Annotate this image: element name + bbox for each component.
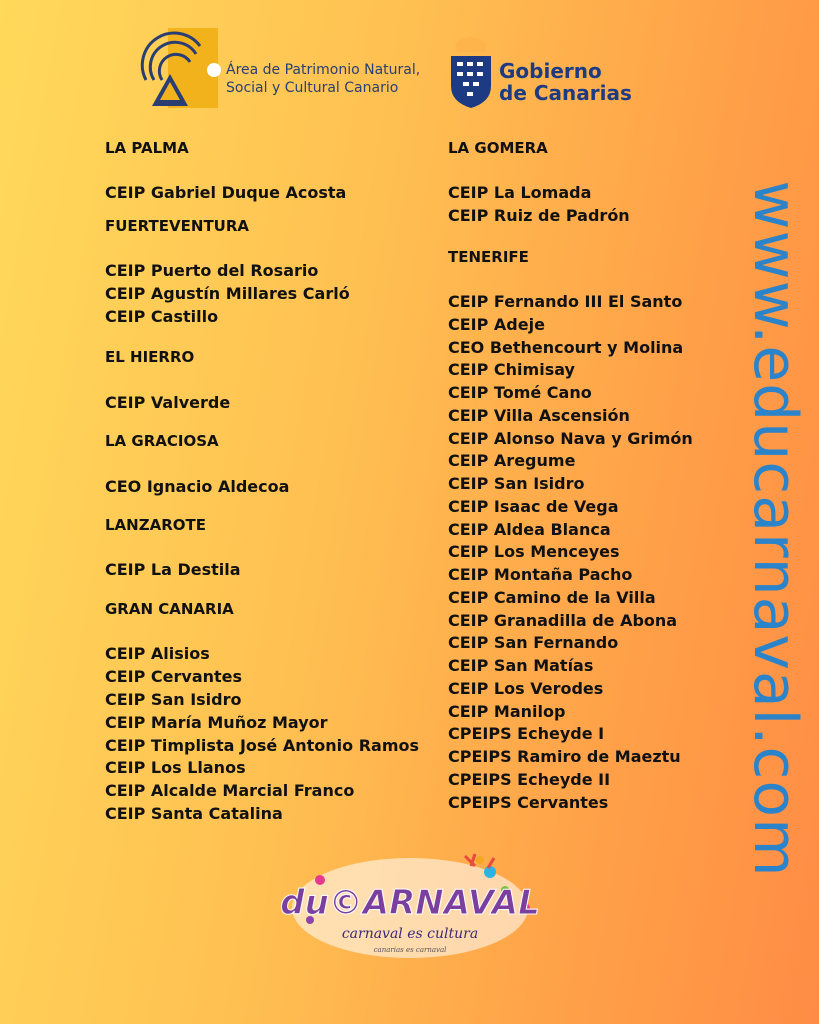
school-item: CEIP Ruiz de Padrón bbox=[448, 206, 630, 225]
school-item: CEIP Castillo bbox=[105, 307, 219, 326]
school-item: CEIP Isaac de Vega bbox=[448, 497, 619, 516]
school-item: CPEIPS Echeyde I bbox=[448, 724, 605, 743]
area-name-line2: Social y Cultural Canario bbox=[226, 80, 399, 96]
school-item: CEIP Montaña Pacho bbox=[448, 565, 633, 584]
school-item: CEIP Aregume bbox=[448, 451, 576, 470]
school-item: CEIP Timplista José Antonio Ramos bbox=[105, 736, 419, 755]
school-item: CEIP San Isidro bbox=[448, 474, 585, 493]
school-item: CEIP Granadilla de Abona bbox=[448, 611, 678, 630]
island-heading-fuerteventura: FUERTEVENTURA bbox=[105, 217, 250, 235]
school-item: CEO Bethencourt y Molina bbox=[448, 338, 684, 357]
educarnaval-tagline: carnaval es cultura bbox=[341, 926, 479, 942]
school-item: CPEIPS Cervantes bbox=[448, 793, 609, 812]
school-item: CEIP Gabriel Duque Acosta bbox=[105, 183, 347, 202]
school-item: CEIP San Fernando bbox=[448, 633, 619, 652]
website-url[interactable] bbox=[740, 118, 810, 940]
school-item: CEIP Los Verodes bbox=[448, 679, 604, 698]
gov-name-line2: de Canarias bbox=[499, 81, 632, 105]
school-item: CEIP Manilop bbox=[448, 702, 566, 721]
gov-name-line1: Gobierno bbox=[499, 59, 602, 83]
school-item: CEIP Puerto del Rosario bbox=[105, 261, 319, 280]
school-item: CEIP Adeje bbox=[448, 315, 545, 334]
school-item: CEIP Valverde bbox=[105, 393, 231, 412]
school-item: CEIP María Muñoz Mayor bbox=[105, 713, 328, 732]
school-item: CEIP San Isidro bbox=[105, 690, 242, 709]
area-name-line1: Área de Patrimonio Natural, bbox=[226, 62, 421, 78]
island-heading-el-hierro: EL HIERRO bbox=[105, 348, 195, 366]
school-item: CPEIPS Ramiro de Maeztu bbox=[448, 747, 681, 766]
island-heading-tenerife: TENERIFE bbox=[448, 248, 529, 266]
school-item: CEIP Alisios bbox=[105, 644, 210, 663]
school-item: CEIP Santa Catalina bbox=[105, 804, 283, 823]
educarnaval-subtagline: canarias es carnaval bbox=[373, 946, 447, 954]
school-item: CEIP Cervantes bbox=[105, 667, 243, 686]
island-heading-la-palma: LA PALMA bbox=[105, 139, 189, 157]
school-item: CEIP Villa Ascensión bbox=[448, 406, 630, 425]
school-item: CEIP Los Llanos bbox=[105, 758, 246, 777]
school-item: CEIP La Lomada bbox=[448, 183, 592, 202]
gobierno-canarias-logo bbox=[447, 30, 647, 110]
island-heading-gran-canaria: GRAN CANARIA bbox=[105, 600, 234, 618]
educarnaval-logo-graphic bbox=[280, 850, 540, 970]
school-item: CEIP Los Menceyes bbox=[448, 542, 620, 561]
school-item: CEIP Alcalde Marcial Franco bbox=[105, 781, 355, 800]
school-item: CPEIPS Echeyde II bbox=[448, 770, 611, 789]
school-item: CEIP San Matías bbox=[448, 656, 594, 675]
island-heading-la-gomera: LA GOMERA bbox=[448, 139, 548, 157]
island-heading-la-graciosa: LA GRACIOSA bbox=[105, 432, 219, 450]
school-item: CEIP Camino de la Villa bbox=[448, 588, 656, 607]
school-item: CEIP Tomé Cano bbox=[448, 383, 592, 402]
school-item: CEIP Agustín Millares Carló bbox=[105, 284, 350, 303]
school-item: CEO Ignacio Aldecoa bbox=[105, 477, 290, 496]
school-item: CEIP Fernando III El Santo bbox=[448, 292, 683, 311]
heritage-emblem-icon bbox=[140, 28, 224, 110]
canarias-coat-of-arms-icon bbox=[447, 30, 495, 110]
school-item: CEIP La Destila bbox=[105, 560, 241, 579]
educarnaval-brand-text: du©ARNAVAL bbox=[280, 883, 540, 923]
school-item: CEIP Chimisay bbox=[448, 360, 575, 379]
website-url-text: www.educarnaval.com bbox=[740, 180, 810, 878]
island-heading-lanzarote: LANZAROTE bbox=[105, 516, 206, 534]
school-item: CEIP Aldea Blanca bbox=[448, 520, 611, 539]
school-item: CEIP Alonso Nava y Grimón bbox=[448, 429, 693, 448]
heritage-area-logo bbox=[140, 28, 430, 110]
educarnaval-logo bbox=[280, 850, 540, 970]
